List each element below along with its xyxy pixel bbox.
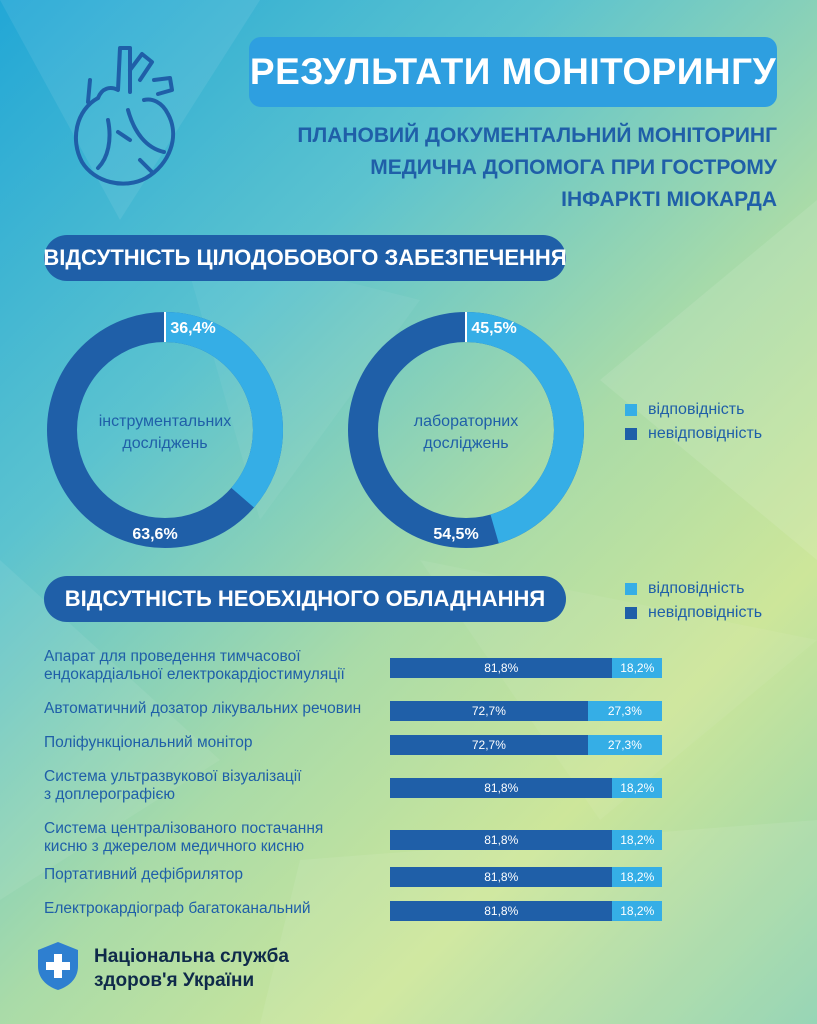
legend-swatch-compliance: [625, 583, 637, 595]
bar-segment-compliance: 18,2%: [612, 778, 662, 798]
bar-category-label: [44, 648, 384, 684]
bar-track: [390, 701, 662, 721]
bar-segment-compliance: 18,2%: [612, 830, 662, 850]
bar-segment-noncompliance: 81,8%: [390, 867, 612, 887]
section-title-equipment: ВІДСУТНІСТЬ НЕОБХІДНОГО ОБЛАДНАННЯ: [44, 576, 566, 622]
legend-item-noncompliance: [625, 601, 762, 625]
org-name: [94, 945, 289, 993]
bar-segment-noncompliance: 81,8%: [390, 901, 612, 921]
bar-segment-noncompliance: 72,7%: [390, 735, 588, 755]
bar-track: [390, 867, 662, 887]
bar-category-label-line: кисню з джерелом медичного кисню: [44, 838, 305, 855]
org-name-line: здоров'я України: [94, 970, 255, 991]
bar-category-label-line: Портативний дефібрилятор: [44, 866, 244, 883]
legend-label-noncompliance: невідповідність: [648, 425, 763, 442]
bar-category-label: [44, 700, 384, 718]
legend-item-compliance: [625, 577, 762, 601]
donut-value-noncompliance: 63,6%: [132, 526, 178, 543]
legend-donuts: [625, 398, 762, 446]
bar-category-label-line: Поліфункціональний монітор: [44, 734, 253, 751]
legend-swatch-compliance: [625, 404, 637, 416]
bar-segment-compliance: 27,3%: [588, 735, 662, 755]
donut-center-label: досліджень: [122, 435, 208, 452]
bar-segment-compliance: 27,3%: [588, 701, 662, 721]
nszu-shield-logo: [36, 940, 80, 992]
bar-track: [390, 901, 662, 921]
subtitle-line: ІНФАРКТІ МІОКАРДА: [561, 188, 777, 211]
bar-track: [390, 735, 662, 755]
donut-chart-laboratory: [346, 310, 586, 550]
bar-segment-noncompliance: 81,8%: [390, 658, 612, 678]
subtitle-line: ПЛАНОВИЙ ДОКУМЕНТАЛЬНИЙ МОНІТОРИНГ: [297, 124, 777, 147]
page-title: РЕЗУЛЬТАТИ МОНІТОРИНГУ: [249, 37, 777, 107]
legend-label-compliance: відповідність: [648, 401, 745, 418]
legend-bars: [625, 577, 762, 625]
bar-segment-compliance: 18,2%: [612, 658, 662, 678]
bar-category-label-line: Автоматичний дозатор лікувальних речовин: [44, 700, 362, 717]
bar-category-label-line: Система централізованого постачання: [44, 820, 324, 837]
bar-category-label: [44, 900, 384, 918]
bar-category-label: [44, 866, 384, 884]
bar-category-label: [44, 734, 384, 752]
bar-track: [390, 778, 662, 798]
donut-center-label: інструментальних: [98, 413, 232, 430]
bar-segment-compliance: 18,2%: [612, 867, 662, 887]
donut-center-label: лабораторних: [413, 413, 519, 430]
bar-category-label-line: Електрокардіограф багатоканальний: [44, 900, 311, 917]
org-name-line: Національна служба: [94, 946, 289, 967]
bar-category-label-line: з доплерографією: [44, 786, 176, 803]
legend-item-noncompliance: [625, 422, 762, 446]
legend-label-compliance: відповідність: [648, 580, 745, 597]
bar-category-label-line: ендокардіальної електрокардіостимуляції: [44, 666, 345, 683]
bar-segment-noncompliance: 81,8%: [390, 778, 612, 798]
heart-icon: [68, 40, 186, 190]
page-subtitle: [257, 120, 777, 216]
legend-swatch-noncompliance: [625, 607, 637, 619]
donut-value-compliance: 45,5%: [471, 320, 517, 337]
legend-item-compliance: [625, 398, 762, 422]
donut-value-compliance: 36,4%: [170, 320, 216, 337]
bar-segment-compliance: 18,2%: [612, 901, 662, 921]
subtitle-line: МЕДИЧНА ДОПОМОГА ПРИ ГОСТРОМУ: [370, 156, 777, 179]
donut-chart-instrumental: [45, 310, 285, 550]
bar-track: [390, 658, 662, 678]
legend-swatch-noncompliance: [625, 428, 637, 440]
bar-category-label: [44, 768, 384, 804]
legend-label-noncompliance: невідповідність: [648, 604, 763, 621]
bar-segment-noncompliance: 72,7%: [390, 701, 588, 721]
donut-value-noncompliance: 54,5%: [433, 526, 479, 543]
bar-segment-noncompliance: 81,8%: [390, 830, 612, 850]
donut-center-label: досліджень: [423, 435, 509, 452]
section-title-coverage: ВІДСУТНІСТЬ ЦІЛОДОБОВОГО ЗАБЕЗПЕЧЕННЯ: [44, 235, 566, 281]
bar-category-label-line: Система ультразвукової візуалізації: [44, 768, 302, 785]
bar-category-label: [44, 820, 384, 856]
bar-category-label-line: Апарат для проведення тимчасової: [44, 648, 301, 665]
bar-track: [390, 830, 662, 850]
